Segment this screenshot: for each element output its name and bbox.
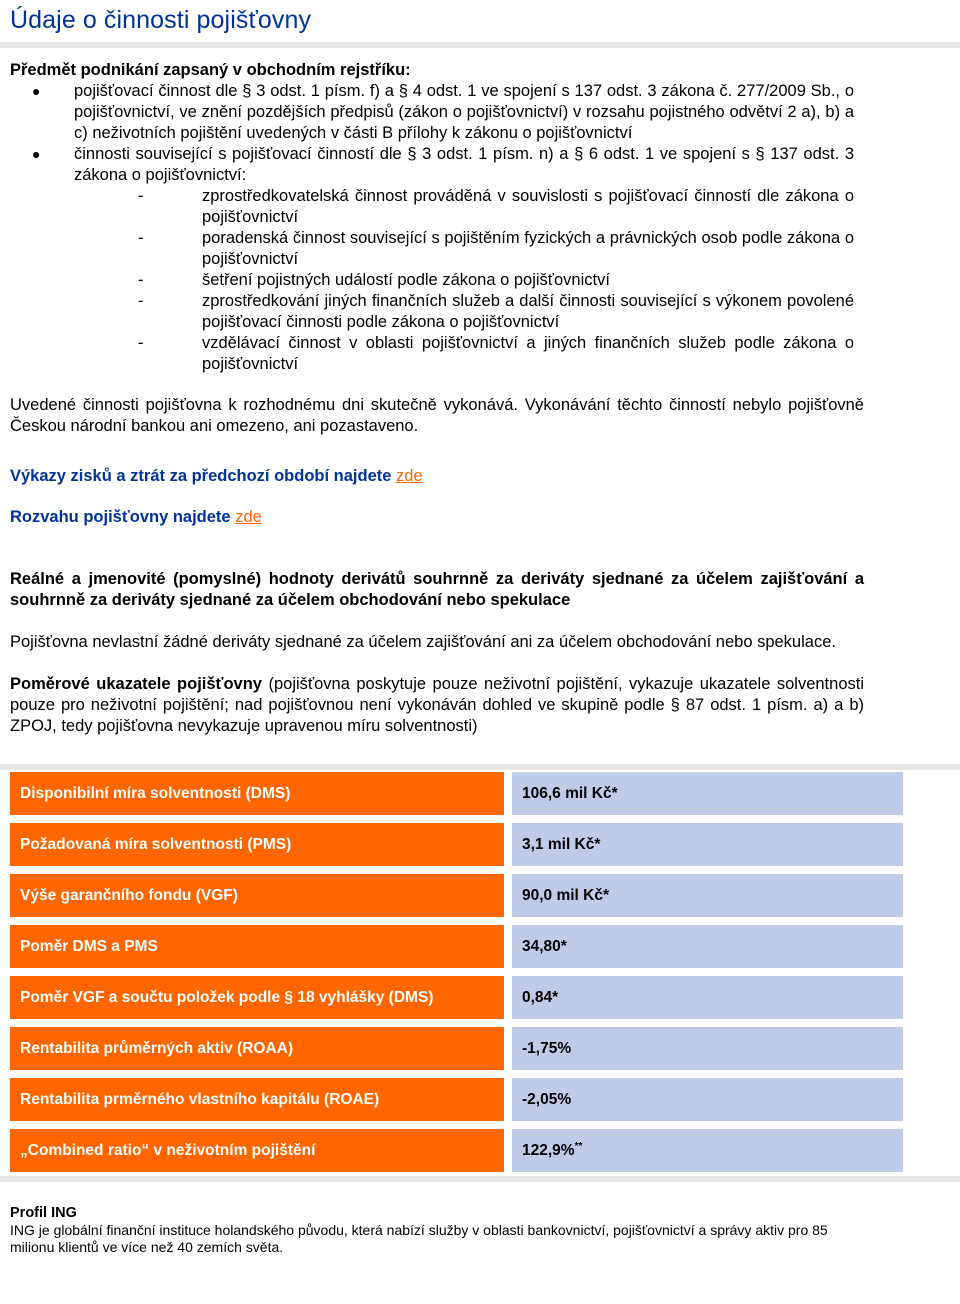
metric-row [10,1027,903,1070]
statement-text: Uvedené činnosti pojišťovna k rozhodnému dni skutečně vykonává. Vykonávání těchto činností nebylo pojišťovně Českou národní bankou ani omezeno, ani pozastaveno. [10,396,864,435]
metric-label: Rentabilita prměrného vlastního kapitálu (ROAE) [10,1078,512,1121]
profit-loss-link-line: Výkazy zisků a ztrát za předchozí období najdete zde [10,467,423,485]
metric-row [10,823,903,866]
bullet-icon: ● [32,83,41,99]
activity-item-1: - zprostředkovatelská činnost prováděná v souvislosti s pojišťovací činností dle zákona o pojišťovnictví [138,187,854,226]
metric-label: Výše garančního fondu (VGF) [10,874,512,917]
activity-item-4: - zprostředkování jiných finančních služeb a další činnosti související s výkonem povolené pojišťovací činnosti podle zákona o pojišťovnictví [138,292,854,331]
metric-value: 0,84* [512,976,903,1019]
balance-link[interactable]: zde [235,508,262,526]
metric-value: 3,1 mil Kč* [512,823,903,866]
ratios-heading: Poměrové ukazatele pojišťovny [10,675,262,693]
metric-label: Poměr DMS a PMS [10,925,512,968]
metrics-top-divider [0,764,960,770]
metric-value: -2,05% [512,1078,903,1121]
metric-footnote-mark: ** [574,1140,583,1152]
metric-row [10,874,903,917]
metric-value: 122,9%** [512,1129,903,1172]
metrics-table [10,772,903,1172]
profile-heading: Profil ING [10,1205,77,1221]
metric-row [10,772,903,815]
metric-row [10,1078,903,1121]
subject-bullet-list [10,81,950,186]
metric-label: „Combined ratio“ v neživotním pojištění [10,1129,512,1172]
subject-bullet-2: ● činnosti související s pojišťovací činností dle § 3 odst. 1 písm. n) a § 6 odst. 1 ve spojení s § 137 odst. 3 zákona o pojišťovnictví: [32,145,854,184]
bullet-icon: ● [32,146,41,162]
metric-label: Rentabilita průměrných aktiv (ROAA) [10,1027,512,1070]
subject-bullet-1: ● pojišťovací činnost dle § 3 odst. 1 písm. f) a § 4 odst. 1 ve spojení s 137 odst. 3 zákona č. 277/2009 Sb., o pojišťovnictví, ve znění pozdějších předpisů (zákon o pojišťovnictví) v rozsahu pojistného odvětví 2 a), b) a c) neživotních pojištění uvedených v části B přílohy k zákonu o pojišťovnictví [32,82,854,142]
metric-label: Disponibilní míra solventnosti (DMS) [10,772,512,815]
balance-link-line: Rozvahu pojišťovny najdete zde [10,508,262,526]
derivatives-text: Pojišťovna nevlastní žádné deriváty sjednané za účelem zajišťování ani za účelem obchodování nebo spekulace. [10,633,836,651]
profile-text: ING je globální finanční instituce holandského původu, která nabízí služby v oblasti bankovnictví, pojišťovnictví a správy aktiv pro 85 milionu klientů ve více než 40 zemích světa. [10,1222,828,1255]
activity-item-2: - poradenská činnost související s pojištěním fyzických a právnických osob podle zákona o pojišťovnictví [138,229,854,268]
activity-item-5: - vzdělávací činnost v oblasti pojišťovnictví a jiných finančních služeb podle zákona o pojišťovnictví [138,334,854,373]
subject-heading: Předmět podnikání zapsaný v obchodním rejstříku: [10,61,411,79]
metric-label: Požadovaná míra solventnosti (PMS) [10,823,512,866]
metrics-bottom-divider [0,1176,960,1182]
metric-row [10,976,903,1019]
profit-loss-link[interactable]: zde [396,467,423,485]
metric-value: 34,80* [512,925,903,968]
metric-row [10,925,903,968]
metric-row [10,1129,903,1172]
title-divider [0,42,960,48]
activity-dash-list [10,186,950,375]
derivatives-heading: Reálné a jmenovité (pomyslné) hodnoty derivátů souhrnně za deriváty sjednané za účelem zajišťování a souhrnně za deriváty sjednané za účelem obchodování nebo spekulace [10,570,864,609]
metric-value: 90,0 mil Kč* [512,874,903,917]
metric-label: Poměr VGF a součtu položek podle § 18 vyhlášky (DMS) [10,976,512,1019]
activity-item-3: - šetření pojistných událostí podle zákona o pojišťovnictví [138,271,610,289]
page-title: Údaje o činnosti pojišťovny [10,6,312,34]
metric-value: 106,6 mil Kč* [512,772,903,815]
ratios-text: Poměrové ukazatele pojišťovny (pojišťovna poskytuje pouze neživotní pojištění, vykazuje ukazatele solventnosti pouze pro neživotní pojištění; nad pojišťovnou není vykonáván dohled ve skupině podle § 87 odst. 1 písm. a) a b) ZPOJ, tedy pojišťovna nevykazuje upravenou míru solventnosti) [10,675,864,735]
metric-value: -1,75% [512,1027,903,1070]
